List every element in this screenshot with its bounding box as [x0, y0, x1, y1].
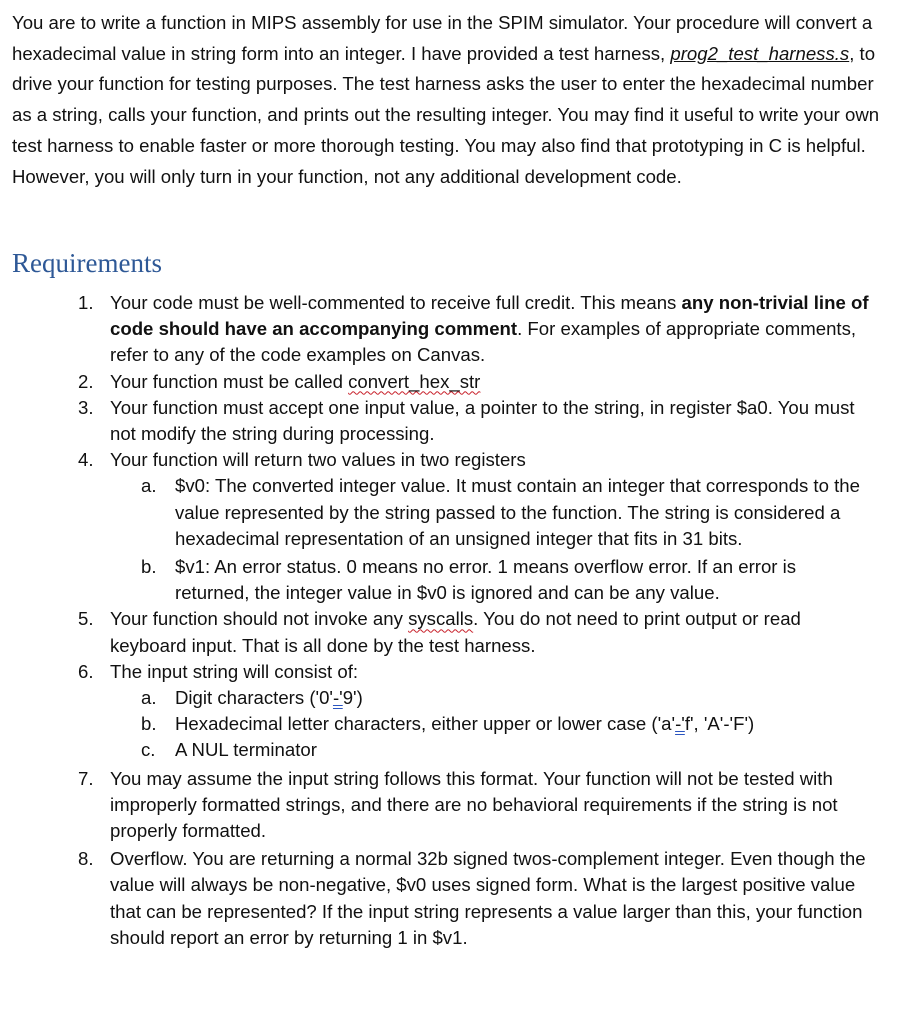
document [12, 8, 882, 948]
requirements-heading: Requirements [12, 248, 162, 278]
item-text: Overflow. You are returning a normal 32b signed twos-complement integer. Even though the value will always be non-negative, $v0 uses signed form. What is the largest positive value that can be represented? If the input string represents a value larger than this, your function should report an error by returning 1 in $v1. [110, 848, 866, 948]
requirements-list [12, 290, 872, 951]
item-number: 5. [78, 608, 94, 630]
sub-item [110, 554, 872, 606]
sub-item-letter: a. [141, 475, 157, 497]
item-number: 1. [78, 292, 94, 313]
item-text: The input string will consist of: [110, 660, 359, 682]
item-text: Your function must accept one input value, a pointer to the string, in register $a0. You must not modify the string during processing. [110, 396, 855, 445]
item-number: 2. [78, 370, 94, 392]
intro-paragraph [12, 8, 882, 192]
item-number: 3. [78, 396, 94, 418]
sub-item [110, 685, 872, 711]
sub-item-letter: a. [141, 687, 157, 709]
item-text: Your function will return two values in two registers [110, 449, 526, 471]
item-text: Your code must be well-commented to receive full credit. This means [110, 292, 682, 313]
sub-item-text: $v0: The converted integer value. It must contain an integer that corresponds to the value represented by the string passed to the function. The string is considered a hexadecimal representation of an unsigned integer that fits in 31 bits. [175, 475, 860, 549]
item-text: Your function should not invoke any [110, 608, 409, 630]
item-bold-text: any non-trivial line of code should have an accompanying comment [110, 292, 869, 340]
requirement-item [12, 846, 872, 951]
intro-text-1: You are to write a function in MIPS assembly for use in the SPIM simulator. Your procedure will convert a hexadecimal value in string form into an integer. I have provided a test harness, [12, 12, 873, 64]
intro-text-2: , to drive your function for testing purposes. The test harness asks the user to enter the hexadecimal number as a string, calls your function, and prints out the resulting integer. You may find it useful to write your own test harness to enable faster or more thorough testing. You may also find that prototyping in C is helpful. However, you will only turn in your function, not any additional development code. [12, 42, 880, 187]
item-text: You may assume the input string follows this format. Your function will not be tested with improperly formatted strings, and there are no behavioral requirements if the string is not properly formatted. [110, 767, 838, 842]
sub-item-text: $v1: An error status. 0 means no error. 1 means overflow error. If an error is returned, the integer value in $v0 is ignored and can be any value. [175, 556, 797, 604]
requirement-item [12, 369, 872, 395]
sub-item-text: Digit characters ('0' [175, 687, 333, 709]
sub-item [110, 473, 872, 552]
requirement-item [12, 290, 872, 369]
item-number: 8. [78, 848, 94, 870]
item-text: . For examples of appropriate comments, refer to any of the code examples on Canvas. [110, 318, 857, 366]
range-dash: -' [332, 687, 343, 709]
sub-item-text: A NUL terminator [175, 739, 317, 761]
range-dash: -' [675, 713, 685, 735]
sub-item [110, 737, 872, 763]
item-text: . You do not need to print output or read keyboard input. That is all done by the test harness. [110, 608, 801, 656]
item-number: 6. [78, 660, 94, 682]
sub-item-letter: c. [141, 739, 156, 761]
sub-item [110, 711, 872, 737]
sub-list [110, 685, 872, 764]
syscalls-word: syscalls [408, 608, 474, 630]
sub-list [110, 473, 872, 606]
sub-item-text: 9') [342, 687, 363, 709]
requirement-item [12, 447, 872, 606]
item-number: 7. [78, 767, 94, 789]
item-number: 4. [78, 449, 94, 471]
sub-item-text: f', 'A'-'F') [684, 713, 755, 735]
sub-item-letter: b. [141, 556, 157, 578]
test-harness-filename: prog2_test_harness.s [670, 42, 850, 64]
requirement-item [12, 606, 872, 658]
function-name: convert_hex_str [348, 370, 481, 392]
requirement-item [12, 766, 872, 845]
sub-item-letter: b. [141, 713, 157, 735]
item-text: Your function must be called [110, 370, 349, 392]
sub-item-text: Hexadecimal letter characters, either upper or lower case ('a' [175, 713, 676, 735]
requirement-item [12, 395, 872, 447]
requirement-item [12, 659, 872, 764]
